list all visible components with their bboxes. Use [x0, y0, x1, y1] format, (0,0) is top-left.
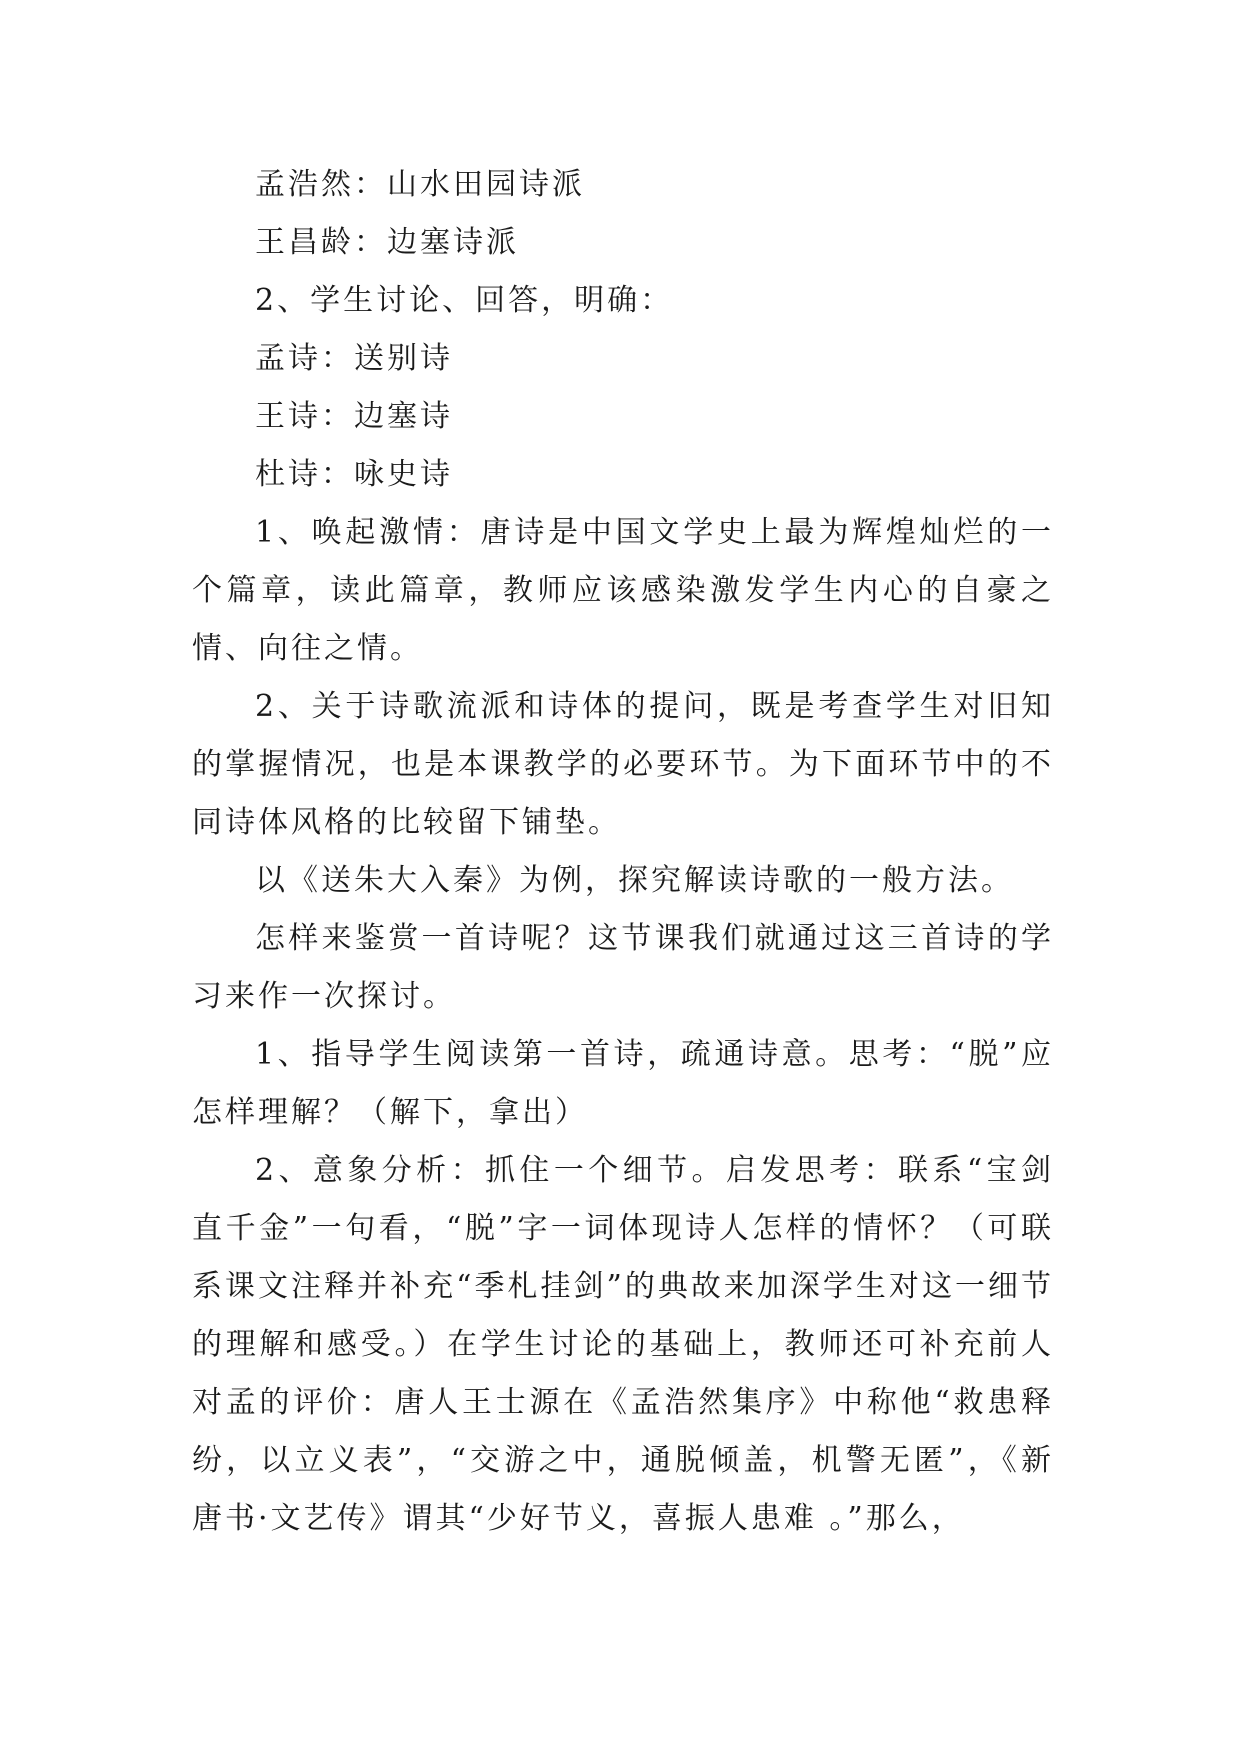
paragraph: 怎样来鉴赏一首诗呢？这节课我们就通过这三首诗的学习来作一次探讨。 [192, 921, 1054, 1014]
paragraph: 1、唤起激情：唐诗是中国文学史上最为辉煌灿烂的一个篇章，读此篇章，教师应该感染激发学生内心的自豪之情、向往之情。 [192, 515, 1054, 666]
text-line: 孟浩然：山水田园诗派 [255, 167, 585, 202]
paragraph: 1、指导学生阅读第一首诗，疏通诗意。思考：“脱”应怎样理解？（解下，拿出） [192, 1037, 1054, 1130]
paragraph: 以《送朱大入秦》为例，探究解读诗歌的一般方法。 [255, 863, 1014, 898]
text-line: 孟诗：送别诗 [255, 341, 453, 376]
paragraph: 2、关于诗歌流派和诗体的提问，既是考查学生对旧知的掌握情况，也是本课教学的必要环节。为下面环节中的不同诗体风格的比较留下铺垫。 [192, 689, 1054, 840]
text-line: 王诗：边塞诗 [255, 399, 453, 434]
document-body [192, 156, 1054, 1548]
text-line: 王昌龄：边塞诗派 [255, 225, 519, 260]
paragraph: 2、意象分析：抓住一个细节。启发思考：联系“宝剑直千金”一句看，“脱”字一词体现诗人怎样的情怀？（可联系课文注释并补充“季札挂剑”的典故来加深学生对这一细节的理解和感受。）在学生讨论的基础上，教师还可补充前人对孟的评价：唐人王士源在《孟浩然集序》中称他“救患释纷，以立义表”，“交游之中，通脱倾盖，机警无匿”，《新唐书·文艺传》谓其“少好节义，喜振人患难 。”那么， [192, 1153, 1054, 1536]
text-line: 杜诗：咏史诗 [255, 457, 453, 492]
text-line: 2、学生讨论、回答，明确： [255, 283, 674, 318]
